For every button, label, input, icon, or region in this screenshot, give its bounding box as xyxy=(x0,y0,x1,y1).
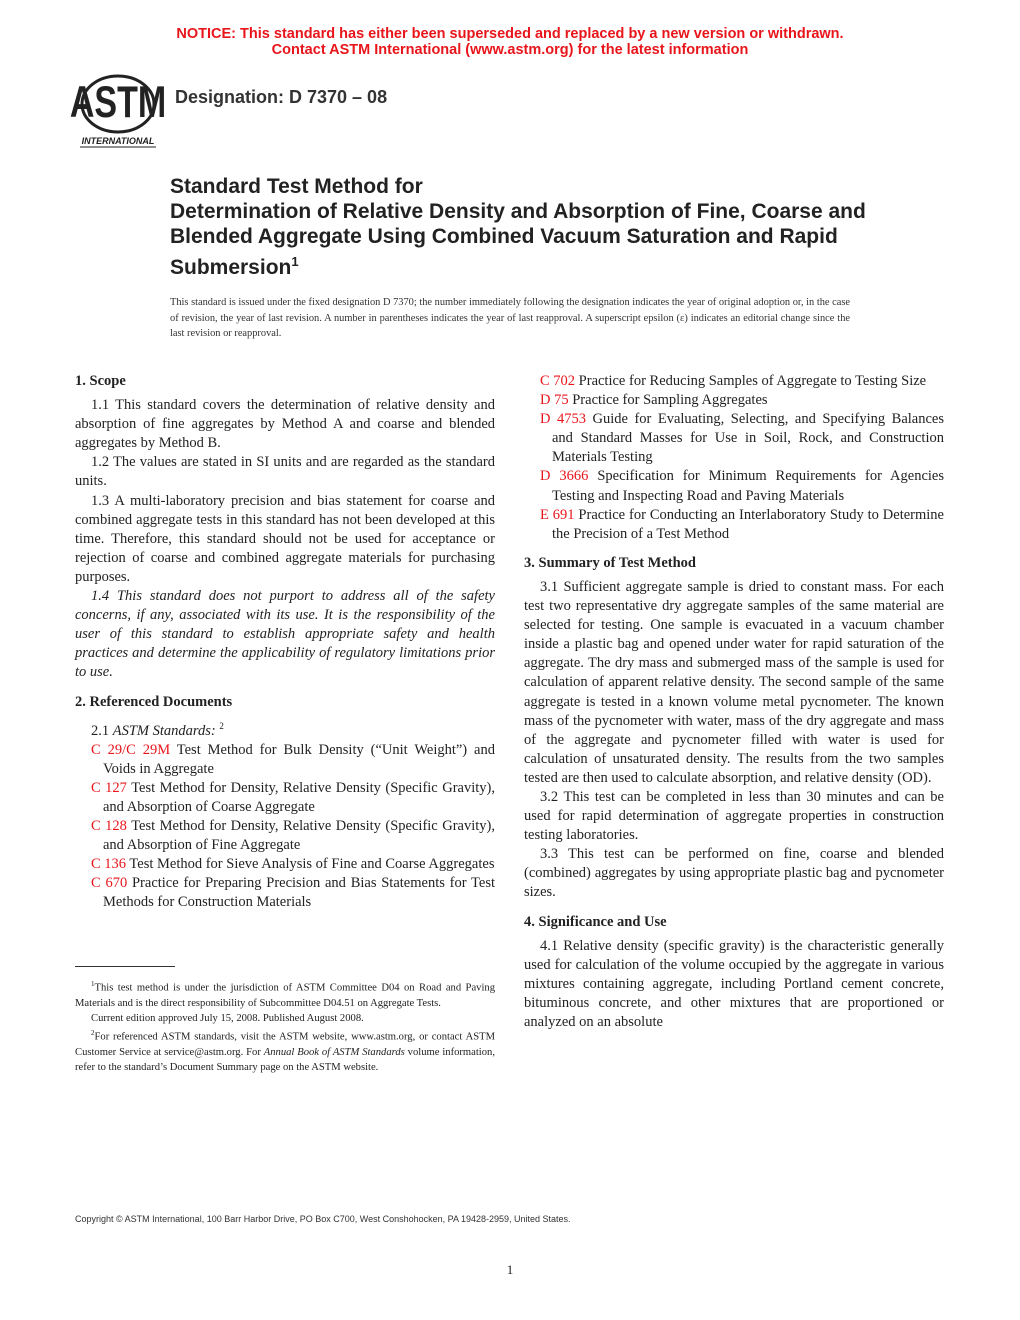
reference-link[interactable]: C 128 xyxy=(91,817,127,834)
reference-item xyxy=(524,410,944,467)
footnote-mark: 2 xyxy=(219,720,224,731)
footnote-2-mark: 2 xyxy=(91,1029,95,1038)
section-heading-referenced-documents: 2. Referenced Documents xyxy=(75,693,233,710)
reference-item xyxy=(524,506,944,544)
left-column xyxy=(75,372,495,912)
reference-link[interactable]: E 691 xyxy=(540,506,575,523)
reference-title: Test Method for Sieve Analysis of Fine and Coarse Aggregates xyxy=(129,856,495,873)
reference-title: Guide for Evaluating, Selecting, and Specifying Balances and Standard Masses for Use in Soil, Rock, and Construction Materials Testing xyxy=(552,411,944,466)
reference-title: Test Method for Density, Relative Density (Specific Gravity), and Absorption of Fine Aggregate xyxy=(103,817,495,853)
issuance-note: This standard is issued under the fixed designation D 7370; the number immediately following the designation indicates the year of original adoption or, in the case of revision, the year of last revision. A number in parentheses indicates the year of last reapproval. A superscript epsilon (ε) indicates an editorial change since the last revision or reapproval. xyxy=(170,297,851,339)
footnote-divider xyxy=(75,966,175,967)
reference-item xyxy=(524,467,944,505)
reference-link[interactable]: D 4753 xyxy=(540,411,586,428)
paragraph-3-3: 3.3 This test can be performed on fine, coarse and blended (combined) aggregates by using appropriate plastic bag and pycnometer sizes. xyxy=(524,846,944,901)
reference-title: Test Method for Density, Relative Density (Specific Gravity), and Absorption of Coarse Aggregate xyxy=(103,779,495,815)
reference-item xyxy=(75,779,495,817)
notice-line-1: NOTICE: This standard has either been superseded and replaced by a new version or withdrawn. xyxy=(176,26,844,42)
subsection-number: 2.1 xyxy=(91,722,110,739)
reference-link[interactable]: D 75 xyxy=(540,392,569,409)
reference-item xyxy=(75,874,495,912)
astm-standards-label: ASTM Standards: xyxy=(112,722,216,739)
reference-title: Practice for Conducting an Interlaboratory Study to Determine the Precision of a Test Method xyxy=(552,506,944,542)
footnote-2-text-a: For referenced ASTM standards, visit the ASTM website, www.astm.org, or contact ASTM Customer Service at service@astm.org. For xyxy=(75,1031,495,1058)
reference-title: Test Method for Bulk Density (“Unit Weight”) and Voids in Aggregate xyxy=(103,741,495,777)
footnote-1-text: This test method is under the jurisdiction of ASTM Committee D04 on Road and Paving Materials and is the direct responsibility of Subcommittee D04.51 on Aggregate Tests. xyxy=(75,982,495,1009)
reference-link[interactable]: C 29/C 29M xyxy=(91,741,171,758)
astm-logo xyxy=(69,74,167,148)
reference-title: Specification for Minimum Requirements for Agencies Testing and Inspecting Road and Paving Materials xyxy=(552,468,944,504)
svg-text:INTERNATIONAL: INTERNATIONAL xyxy=(81,136,155,146)
footnote-2-text-b: volume information, refer to the standard’s Document Summary page on the ASTM website. xyxy=(75,1046,495,1074)
section-heading-significance: 4. Significance and Use xyxy=(524,913,667,930)
title-footnote-mark: 1 xyxy=(291,254,299,269)
page-number: 1 xyxy=(506,1262,514,1277)
reference-title: Practice for Preparing Precision and Bias Statements for Test Methods for Construction Materials xyxy=(103,875,496,911)
paragraph-3-2: 3.2 This test can be completed in less than 30 minutes and can be used for rapid determination of aggregate properties in construction testing laboratories. xyxy=(524,788,944,844)
footnote-1-edition: Current edition approved July 15, 2008. Published August 2008. xyxy=(91,1012,364,1024)
reference-item xyxy=(75,855,495,874)
footnote-2 xyxy=(75,1026,495,1075)
paragraph-4-1: 4.1 Relative density (specific gravity) is the characteristic generally used for calculation of the volume occupied by the aggregate in various mixtures containing aggregate, including Portland cement concrete, bituminous concrete, and other mixtures that are proportioned or analyzed on an absolute xyxy=(524,937,944,1030)
paragraph-2-1 xyxy=(75,717,495,741)
reference-item xyxy=(524,391,944,410)
copyright: Copyright © ASTM International, 100 Barr Harbor Drive, PO Box C700, West Conshohocken, PA 19428-2959, United States. xyxy=(75,1214,571,1224)
reference-item xyxy=(524,372,944,391)
title-main: Determination of Relative Density and Absorption of Fine, Coarse and Blended Aggregate Using Combined Vacuum Saturation and Rapid Submersion xyxy=(170,200,866,279)
footnote-2-book-title: Annual Book of ASTM Standards xyxy=(263,1046,405,1058)
reference-link[interactable]: C 136 xyxy=(91,856,127,873)
reference-link[interactable]: C 127 xyxy=(91,779,127,796)
document-title xyxy=(170,174,870,280)
footnotes xyxy=(75,977,495,1075)
paragraph-3-1: 3.1 Sufficient aggregate sample is dried to constant mass. For each test two representative dry aggregate samples of the same material are selected for testing. One sample is evacuated in a vacuum chamber inside a plastic bag and opened under water for rapid saturation of the aggregate. The dry mass and submerged mass of the sample is used for calculation of apparent relative density. The second sample of the same aggregate is tested in a known volume metal pycnometer. The known mass of the pycnometer with water, mass of the dry aggregate and mass of the aggregate and pycnometer filled with water is used for calculation of unsaturated density. The results from the two samples tested are then used to calculate absorption, and relative density (OD). xyxy=(524,578,944,786)
notice-line-2: Contact ASTM International (www.astm.org) for the latest information xyxy=(271,41,749,58)
reference-link[interactable]: C 702 xyxy=(540,373,576,389)
title-line-1: Standard Test Method for xyxy=(170,175,423,198)
paragraph-1-1: 1.1 This standard covers the determination of relative density and absorption of fine aggregates by Method A and coarse and blended aggregates by Method B. xyxy=(75,397,495,452)
paragraph-1-3: 1.3 A multi-laboratory precision and bias statement for coarse and combined aggregate tests in this standard has not been developed at this time. Therefore, this standard should not be used for acceptance or rejection of coarse and combined aggregate materials for purchasing purposes. xyxy=(75,492,495,585)
footnote-1-mark: 1 xyxy=(91,980,95,988)
reference-link[interactable]: D 3666 xyxy=(540,468,589,485)
section-heading-scope: 1. Scope xyxy=(75,373,126,389)
paragraph-1-2: 1.2 The values are stated in SI units and are regarded as the standard units. xyxy=(75,454,495,490)
footnote-1 xyxy=(75,977,495,1011)
right-column xyxy=(524,372,944,1032)
section-heading-summary: 3. Summary of Test Method xyxy=(524,554,696,571)
reference-item xyxy=(75,741,495,779)
reference-link[interactable]: C 670 xyxy=(91,875,128,892)
withdrawal-notice xyxy=(0,27,1020,58)
paragraph-1-4: 1.4 This standard does not purport to address all of the safety concerns, if any, associated with its use. It is the responsibility of the user of this standard to establish appropriate safety and health practices and determine the applicability of regulatory limitations prior to use. xyxy=(75,588,495,681)
svg-text:ASTM: ASTM xyxy=(69,77,167,127)
reference-title: Practice for Reducing Samples of Aggregate to Testing Size xyxy=(578,373,927,389)
reference-item xyxy=(75,817,495,855)
designation: Designation: D 7370 – 08 xyxy=(175,87,388,107)
reference-title: Practice for Sampling Aggregates xyxy=(572,392,768,409)
